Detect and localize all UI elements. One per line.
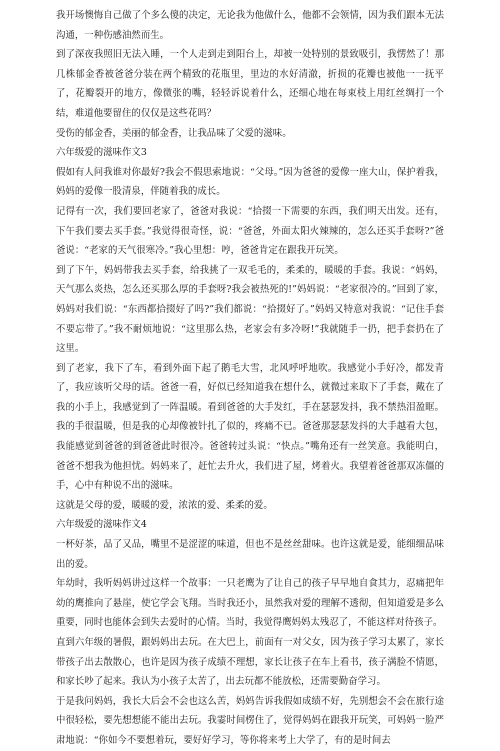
paragraph-10: 年幼时，我听妈妈讲过这样一个故事：一只老鹰为了让自己的孩子早早地自食其力，忍痛把年幼的鹰推向了悬崖，使它学会飞翔。当时我还小，虽然我对爱的理解不透彻，但知道爱是多么重要，同时也能体会到失去爱时的心情。当时，我觉得鹰妈妈太残忍了，不能这样对待孩子。 [56,578,444,629]
paragraph-1: 我开场懊悔自己做了个多么傻的决定，无论我为他做什么，他都不会领情，因为我们跟本无法沟通，一种伤感油然而生。 [56,10,444,41]
paragraph-3: 受伤的郁金香，美丽的郁金香，让我品味了父爱的滋味。 [56,127,292,139]
paragraph-5: 记得有一次，我们要回老家了，爸爸对我说：“拾掇一下需要的东西，我们明天出发。还有，下午我们要去买手套。”我觉得很奇怪，说：“爸爸，外面太阳火辣辣的，怎么还买手套呀?”爸爸说：“老家的天气很寒冷。”我心里想：哼，爸爸肯定在跟我开玩笑。 [56,205,444,257]
paragraph-6: 到了下午，妈妈带我去买手套，给我挑了一双毛毛的，柔柔的，暖暖的手套。我说：“妈妈，天气那么炎热，怎么还买那么厚的手套呀?我会被热死的!”妈妈说：“老家很冷的。”回到了家，妈妈对我们说：“东西都拾掇好了吗?”我们都说：“拾掇好了。”妈妈又特意对我说：“记住手套不要忘带了。”我不耐烦地说：“这里那么热，老家会有多冷呀!”我就随手一扔，把手套扔在了这里。 [56,264,444,355]
paragraph-11: 直到六年级的暑假，跟妈妈出去玩。在大巴上，前面有一对父女，因为孩子学习太累了，家长带孩子出去散散心，也许是因为孩子成绩不理想，家长让孩子在车上看书，孩子满脸不情愿，和家长吵了起来。我认为小孩子太苦了，出去玩都不能放松，还需要勤奋学习。 [56,637,444,688]
section-heading-4: 六年级爱的滋味作文4 [56,519,147,531]
paragraph-7: 到了老家，我下了车，看到外面下起了鹅毛大雪，北风呼呼地吹。我感觉小手好冷，都发青了，我应该听父母的话。爸爸一看，好似已经知道我在想什么，就微过来取下了手套，戴在了我的小手上，我感觉到了一阵温暖。看到爸爸的大手发红，手在瑟瑟发抖，我不禁热泪盈眶。我的手很温暖，但是我的心却像被针扎了似的，疼痛不已。爸爸那瑟瑟发抖的大手越看大包，我能感觉到爸爸的到爸爸此时很冷。爸爸转过头说：“快点。”嘴角还有一丝笑意。我能明白，爸爸不想我为他担忧。妈妈来了，赶忙去升火，我们进了屋，烤着火。我望着爸爸那双冻僵的手，心中有种说不出的滋味。 [56,362,444,492]
paragraph-4: 假如有人问我谁对你最好?我会不假思索地说：“父母。”因为爸爸的爱像一座大山，保护着我，妈妈的爱像一股清泉，伴随着我的成长。 [56,166,444,198]
paragraph-12: 于是我问妈妈，我长大后会不会也这么苦，妈妈告诉我假如成绩不好，先别想会不会在旅行途中很轻松，要先想想能不能出去玩。我霎时间楞住了，觉得妈妈在跟我开玩笑，可妈妈一脸严肃地说：“你如今不要想着玩，要好好学习，等你将来考上大学了，有的是时间去 [56,695,444,746]
paragraph-2: 到了深夜我照旧无法入睡，一个人走到走到阳台上，却被一处特别的景致吸引，我愣然了！那几株郁金香被爸爸分装在两个精致的花瓶里，里边的水好清澈，折损的花瓣也被他一一抚平了，花瓣裂开的地方，像微张的嘴，轻轻诉说着什么，还细心地在每束枝上用红丝绸打一个结，难道他要留住的仅仅是这些花吗？ [56,49,444,119]
paragraph-8: 这就是父母的爱，暖暖的爱，浓浓的爱、柔柔的爱。 [56,499,273,511]
section-heading-3: 六年级爱的滋味作文3 [56,147,147,159]
paragraph-9: 一杯好茶，品了又品，嘴里不是涩涩的味道，但也不是丝丝甜味。也许这就是爱，能细细品味出的爱。 [56,539,444,570]
